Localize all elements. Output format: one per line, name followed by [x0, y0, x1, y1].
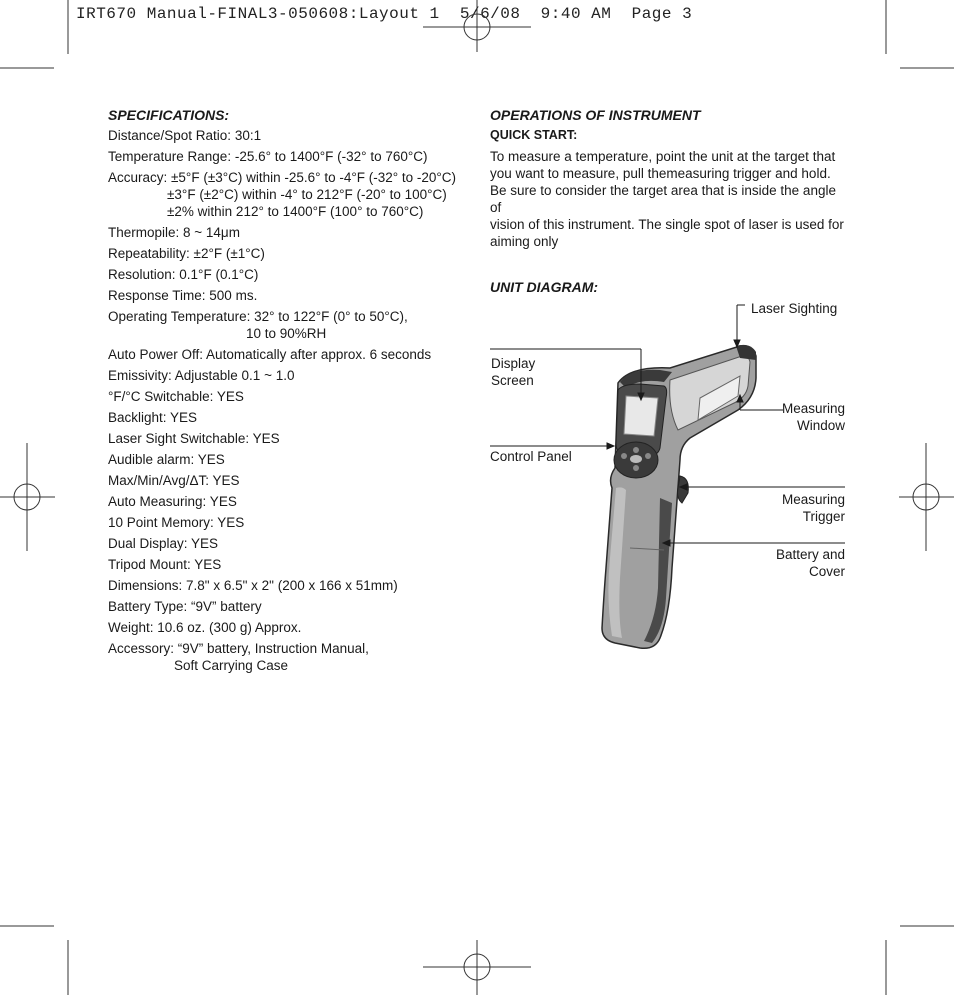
- spec-response-time: Response Time: 500 ms.: [108, 288, 258, 303]
- quick-start-line-1: To measure a temperature, point the unit at the target that: [490, 149, 836, 164]
- label-laser-sighting: Laser Sighting: [751, 301, 838, 316]
- spec-accuracy-line-2: ±3°F (±2°C) within -4° to 212°F (-20° to 100°C): [167, 187, 447, 202]
- spec-accuracy-line-3: ±2% within 212° to 1400°F (100° to 760°C): [167, 204, 424, 219]
- label-measuring-trigger: [745, 491, 845, 525]
- label-measuring-window: [745, 400, 845, 434]
- spec-max-min: Max/Min/Avg/ΔT: YES: [108, 473, 240, 488]
- spec-accuracy-line-1: Accuracy: ±5°F (±3°C) within -25.6° to -4°F (-32° to -20°C): [108, 170, 457, 185]
- quick-start-line-5: aiming only: [490, 234, 559, 249]
- label-battery-cover: [745, 546, 845, 580]
- spec-dimensions: Dimensions: 7.8" x 6.5" x 2" (200 x 166 x 51mm): [108, 578, 398, 593]
- spec-laser-sight: Laser Sight Switchable: YES: [108, 431, 280, 446]
- spec-repeatability: Repeatability: ±2°F (±1°C): [108, 246, 265, 261]
- unit-diagram-heading: UNIT DIAGRAM:: [490, 279, 599, 295]
- label-battery-line-2: Cover: [808, 564, 845, 579]
- quick-start-line-4: vision of this instrument. The single spot of laser is used for: [490, 217, 844, 232]
- spec-dual-display: Dual Display: YES: [108, 536, 219, 551]
- quick-start-heading: QUICK START:: [490, 128, 578, 142]
- spec-operating-line-2: 10 to 90%RH: [246, 326, 327, 341]
- spec-backlight: Backlight: YES: [108, 410, 198, 425]
- spec-distance: Distance/Spot Ratio: 30:1: [108, 128, 262, 143]
- label-display-line-1: Display: [491, 356, 536, 371]
- spec-temperature-range: Temperature Range: -25.6° to 1400°F (-32° to 760°C): [108, 149, 428, 164]
- spec-tripod: Tripod Mount: YES: [108, 557, 222, 572]
- spec-audible-alarm: Audible alarm: YES: [108, 452, 225, 467]
- spec-unit-switch: °F/°C Switchable: YES: [108, 389, 244, 404]
- spec-accessory-line-1: Accessory: “9V” battery, Instruction Manual,: [108, 641, 369, 656]
- label-battery-line-1: Battery and: [775, 547, 845, 562]
- spec-memory: 10 Point Memory: YES: [108, 515, 245, 530]
- quick-start-line-3: Be sure to consider the target area that is inside the angle of: [490, 183, 836, 215]
- spec-thermopile: Thermopile: 8 ~ 14μm: [108, 225, 240, 240]
- label-display-line-2: Screen: [491, 373, 534, 388]
- label-display-screen: [491, 355, 535, 389]
- quick-start-line-2: you want to measure, pull themeasuring trigger and hold.: [490, 166, 831, 181]
- print-slug: IRT670 Manual-FINAL3-050608:Layout 1 5/6/08 9:40 AM Page 3: [76, 5, 693, 23]
- spec-auto-measuring: Auto Measuring: YES: [108, 494, 237, 509]
- label-window-line-2: Window: [796, 418, 845, 433]
- spec-auto-power-off: Auto Power Off: Automatically after approx. 6 seconds: [108, 347, 432, 362]
- label-trigger-line-1: Measuring: [781, 492, 845, 507]
- label-trigger-line-2: Trigger: [802, 509, 845, 524]
- spec-accessory-line-2: Soft Carrying Case: [174, 658, 289, 673]
- spec-battery-type: Battery Type: “9V” battery: [108, 599, 262, 614]
- spec-operating-line-1: Operating Temperature: 32° to 122°F (0° to 50°C),: [108, 309, 408, 324]
- specifications-heading: SPECIFICATIONS:: [108, 107, 230, 123]
- label-control-panel: Control Panel: [490, 449, 572, 464]
- spec-resolution: Resolution: 0.1°F (0.1°C): [108, 267, 259, 282]
- spec-emissivity: Emissivity: Adjustable 0.1 ~ 1.0: [108, 368, 295, 383]
- operations-heading: OPERATIONS OF INSTRUMENT: [490, 107, 701, 123]
- label-window-line-1: Measuring: [781, 401, 845, 416]
- spec-weight: Weight: 10.6 oz. (300 g) Approx.: [108, 620, 302, 635]
